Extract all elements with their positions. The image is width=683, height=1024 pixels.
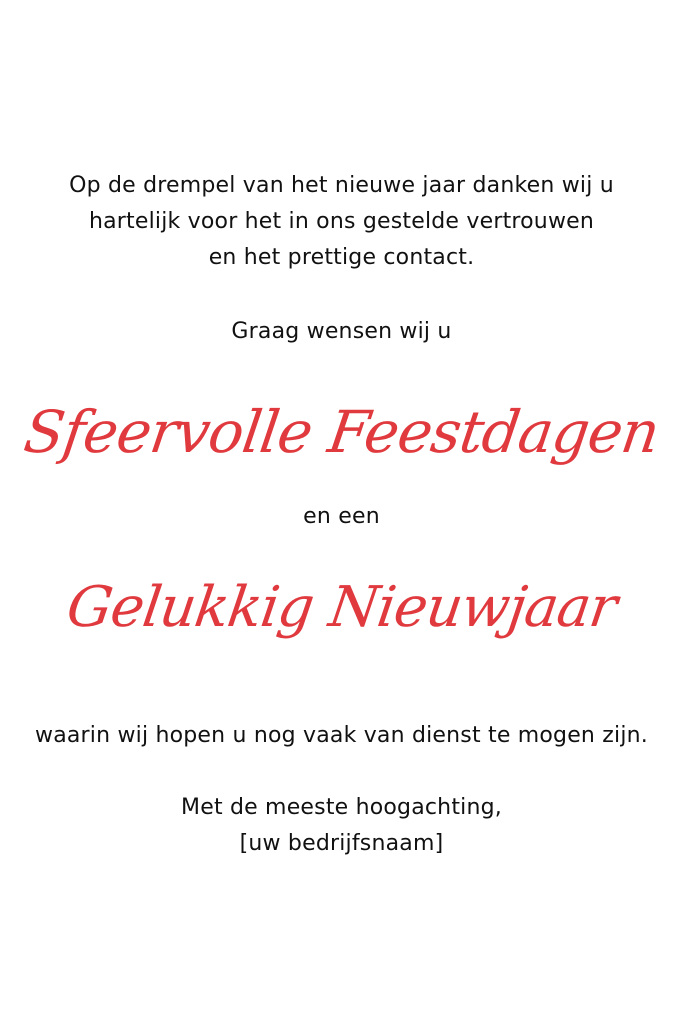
intro-line-3: en het prettige contact. bbox=[208, 245, 475, 270]
company-name-placeholder: [uw bedrijfsnaam] bbox=[239, 831, 444, 856]
intro-line-1: Op de drempel van het nieuwe jaar danken wij u bbox=[69, 173, 614, 198]
wish-intro: Graag wensen wij u bbox=[231, 319, 452, 344]
greeting-seasons-script: Sfeervolle Feestdagen bbox=[20, 398, 663, 466]
greeting-new-year-script: Gelukkig Nieuwjaar bbox=[62, 575, 621, 640]
connector-text: en een bbox=[303, 504, 380, 529]
intro-line-2: hartelijk voor het in ons gestelde vertrouwen bbox=[88, 209, 595, 234]
closing-sentence: waarin wij hopen u nog vaak van dienst te mogen zijn. bbox=[35, 723, 648, 748]
sign-off: Met de meeste hoogachting, bbox=[181, 795, 502, 820]
